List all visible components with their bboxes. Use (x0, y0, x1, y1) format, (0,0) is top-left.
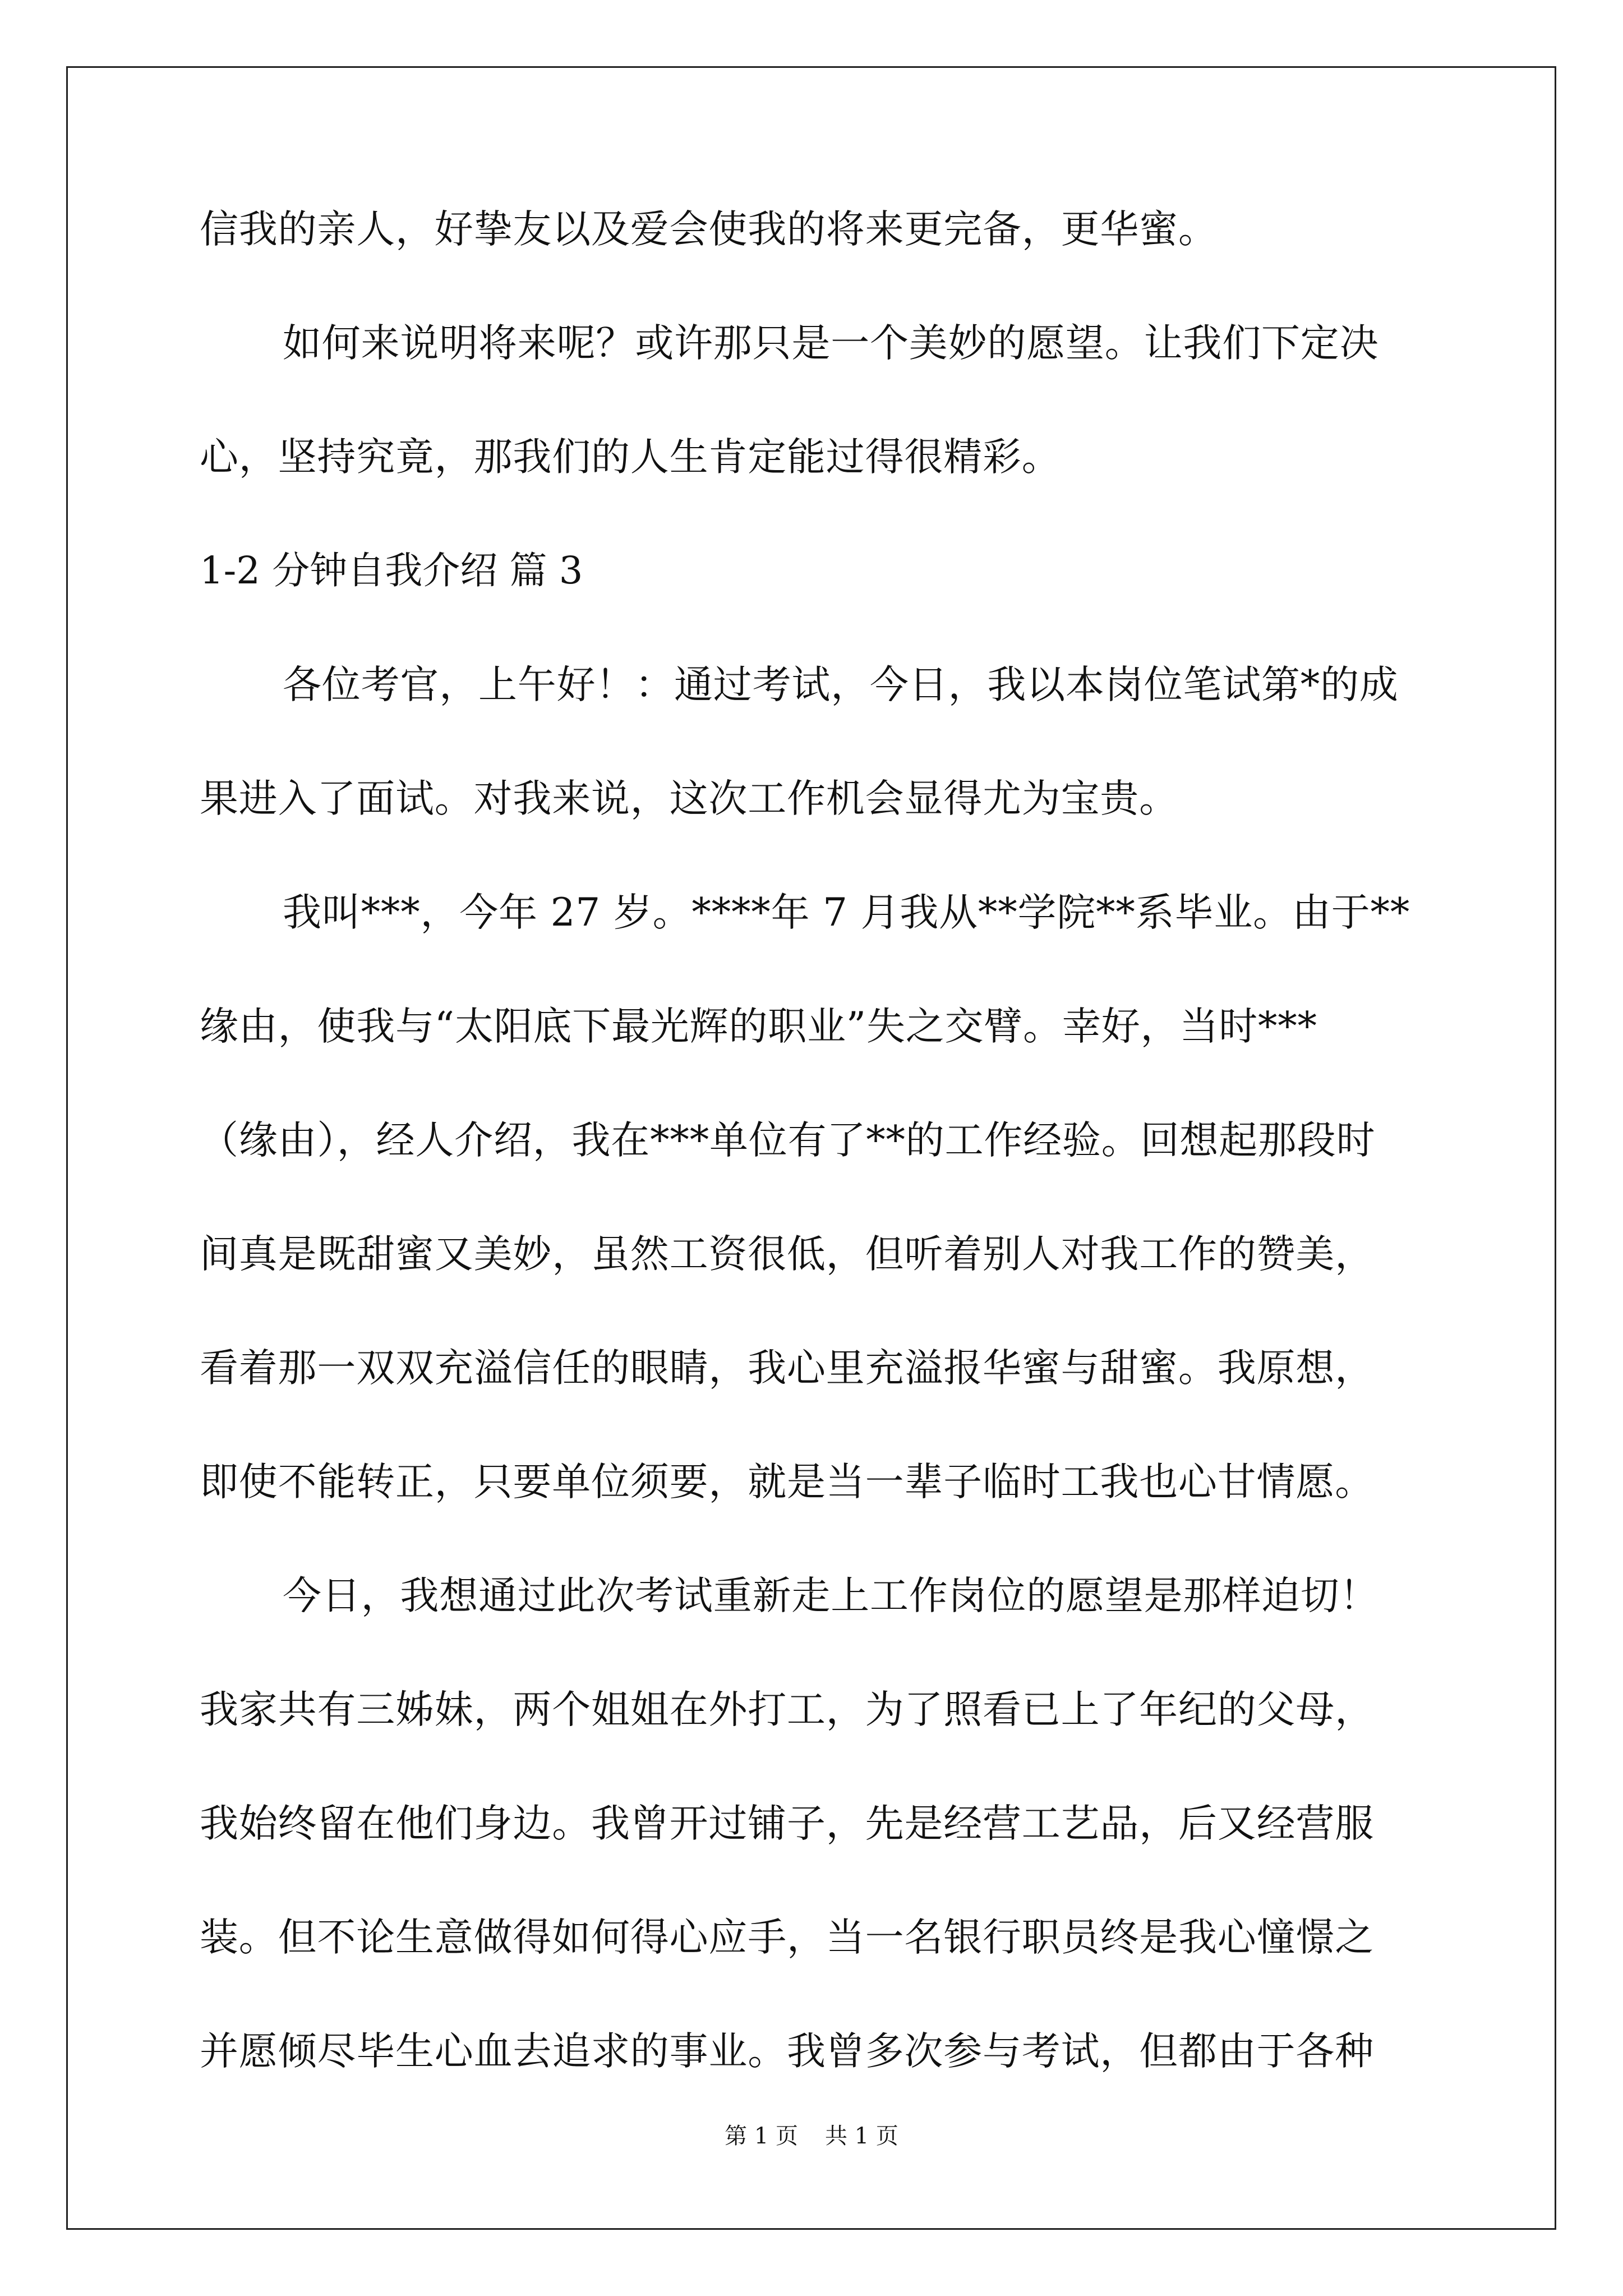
section-heading: 1-2 分钟自我介绍 篇 3 (200, 549, 583, 592)
paragraph-line: 并愿倾尽毕生心血去追求的事业。我曾多次参与考试，但都由于各种 (200, 2029, 1374, 2074)
paragraph-line: 我家共有三姊妹，两个姐姐在外打工，为了照看已上了年纪的父母， (200, 1687, 1374, 1732)
paragraph-line: 缘由，使我与“太阳底下最光辉的职业”失之交臂。幸好，当时*** (200, 1004, 1317, 1049)
paragraph-line: 装。但不论生意做得如何得心应手，当一名银行职员终是我心憧憬之 (200, 1915, 1374, 1960)
paragraph-line: 心，坚持究竟，那我们的人生肯定能过得很精彩。 (200, 435, 1061, 480)
paragraph-line: 即使不能转正，只要单位须要，就是当一辈子临时工我也心甘情愿。 (200, 1460, 1374, 1504)
paragraph-line: 间真是既甜蜜又美妙，虽然工资很低，但听着别人对我工作的赞美， (200, 1232, 1374, 1277)
paragraph-line: 今日，我想通过此次考试重新走上工作岗位的愿望是那样迫切！ (283, 1573, 1379, 1618)
page-footer (0, 2125, 1623, 2147)
paragraph-line: 果进入了面试。对我来说，这次工作机会显得尤为宝贵。 (200, 776, 1178, 821)
paragraph-line: 如何来说明将来呢？或许那只是一个美妙的愿望。让我们下定决 (283, 321, 1379, 366)
paragraph-line: 我叫***，今年 27 岁。****年 7 月我从**学院**系毕业。由于** (283, 890, 1410, 935)
paragraph-line: 看着那一双双充溢信任的眼睛，我心里充溢报华蜜与甜蜜。我原想， (200, 1346, 1374, 1391)
page-total: 共 1 页 (825, 2123, 898, 2149)
paragraph-line: 我始终留在他们身边。我曾开过铺子，先是经营工艺品，后又经营服 (200, 1801, 1374, 1846)
paragraph-line: 各位考官，上午好！：通过考试，今日，我以本岗位笔试第*的成 (283, 662, 1399, 707)
paragraph-line: 信我的亲人，好挚友以及爱会使我的将来更完备，更华蜜。 (200, 207, 1218, 252)
page-number: 第 1 页 (725, 2123, 798, 2149)
paragraph-line: （缘由），经人介绍，我在***单位有了**的工作经验。回想起那段时 (200, 1118, 1376, 1163)
